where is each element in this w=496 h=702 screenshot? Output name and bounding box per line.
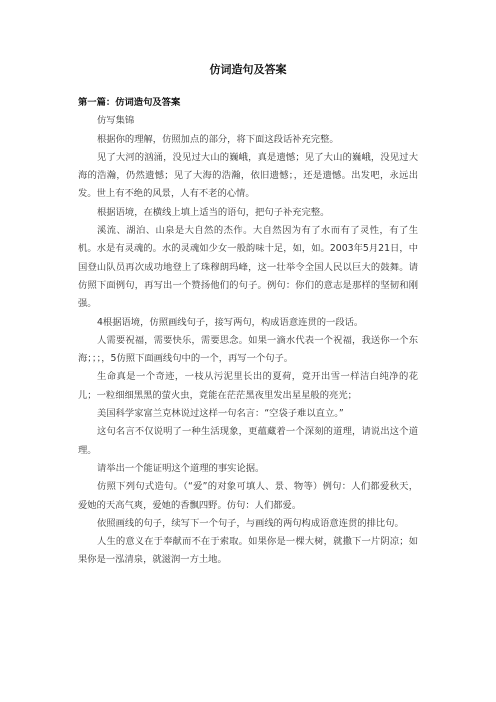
paragraph-8: 生命真是一个奇迹，一枝从污泥里长出的夏荷，竟开出雪一样洁白纯净的花儿；一粒细细黑黑的萤火虫，竟能在茫茫黑夜里发出星星般的亮光； (78, 371, 418, 401)
document-title: 仿词造句及答案 (209, 63, 287, 76)
paragraph-7: 人需要祝福，需要快乐，需要思念。如果一滴水代表一个祝福，我送你一个东海；；；，5仿照下面画线句中的一个，再写一个句子。 (78, 334, 418, 365)
paragraph-11: 请举出一个能证明这个道理的事实论据。 (97, 462, 265, 474)
paragraph-3: 见了大河的汹涌，没见过大山的巍峨，真是遗憾；见了大山的巍峨，没见过大海的浩瀚，仍然遗憾；见了大海的浩瀚，依旧遗憾；，还是遗憾。出发吧，永远出发。世上有不绝的风景，人有不老的心情。 (78, 151, 418, 200)
paragraph-1: 仿写集锦 (97, 115, 135, 127)
paragraph-4: 根据语境，在横线上填上适当的语句，把句子补充完整。 (97, 206, 330, 218)
document-body (78, 94, 418, 570)
paragraph-2: 根据你的理解，仿照加点的部分，将下面这段话补充完整。 (97, 133, 339, 145)
paragraph-9: 美国科学家富兰克林说过这样一句名言：“空袋子难以直立。” (97, 408, 344, 420)
paragraph-10: 这句名言不仅说明了一种生活现象，更蕴藏着一个深刻的道理，请说出这个道理。 (78, 426, 418, 456)
paragraph-5: 溪流、湖泊、山泉是大自然的杰作。大自然因为有了水而有了灵性，有了生机。水是有灵魂的。水的灵魂如少女一般韵味十足，如，如。2003年5月21日，中国登山队员再次成功地登上了珠穆朗玛峰，这一壮举令全国人民以巨大的鼓舞。请仿照下面例句，再写出一个赞扬他们的句子。例句：你们的意志是那样的坚韧和刚强。 (78, 225, 418, 310)
paragraph-12: 仿照下列句式造句。（“爱”的对象可填人、景、物等）例句：人们都爱秋天，爱她的天高气爽，爱她的香飘四野。仿句：人们都爱。 (78, 481, 418, 511)
paragraph-14: 人生的意义在于奉献而不在于索取。如果你是一棵大树，就撒下一片阴凉；如果你是一泓清泉，就滋润一方土地。 (78, 536, 418, 566)
paragraph-6: 4根据语境，仿照画线句子，接写两句，构成语意连贯的一段话。 (97, 316, 364, 328)
section-heading: 第一篇：仿词造句及答案 (78, 97, 181, 108)
paragraph-13: 依照画线的句子，续写下一个句子，与画线的两句构成语意连贯的排比句。 (97, 517, 404, 529)
